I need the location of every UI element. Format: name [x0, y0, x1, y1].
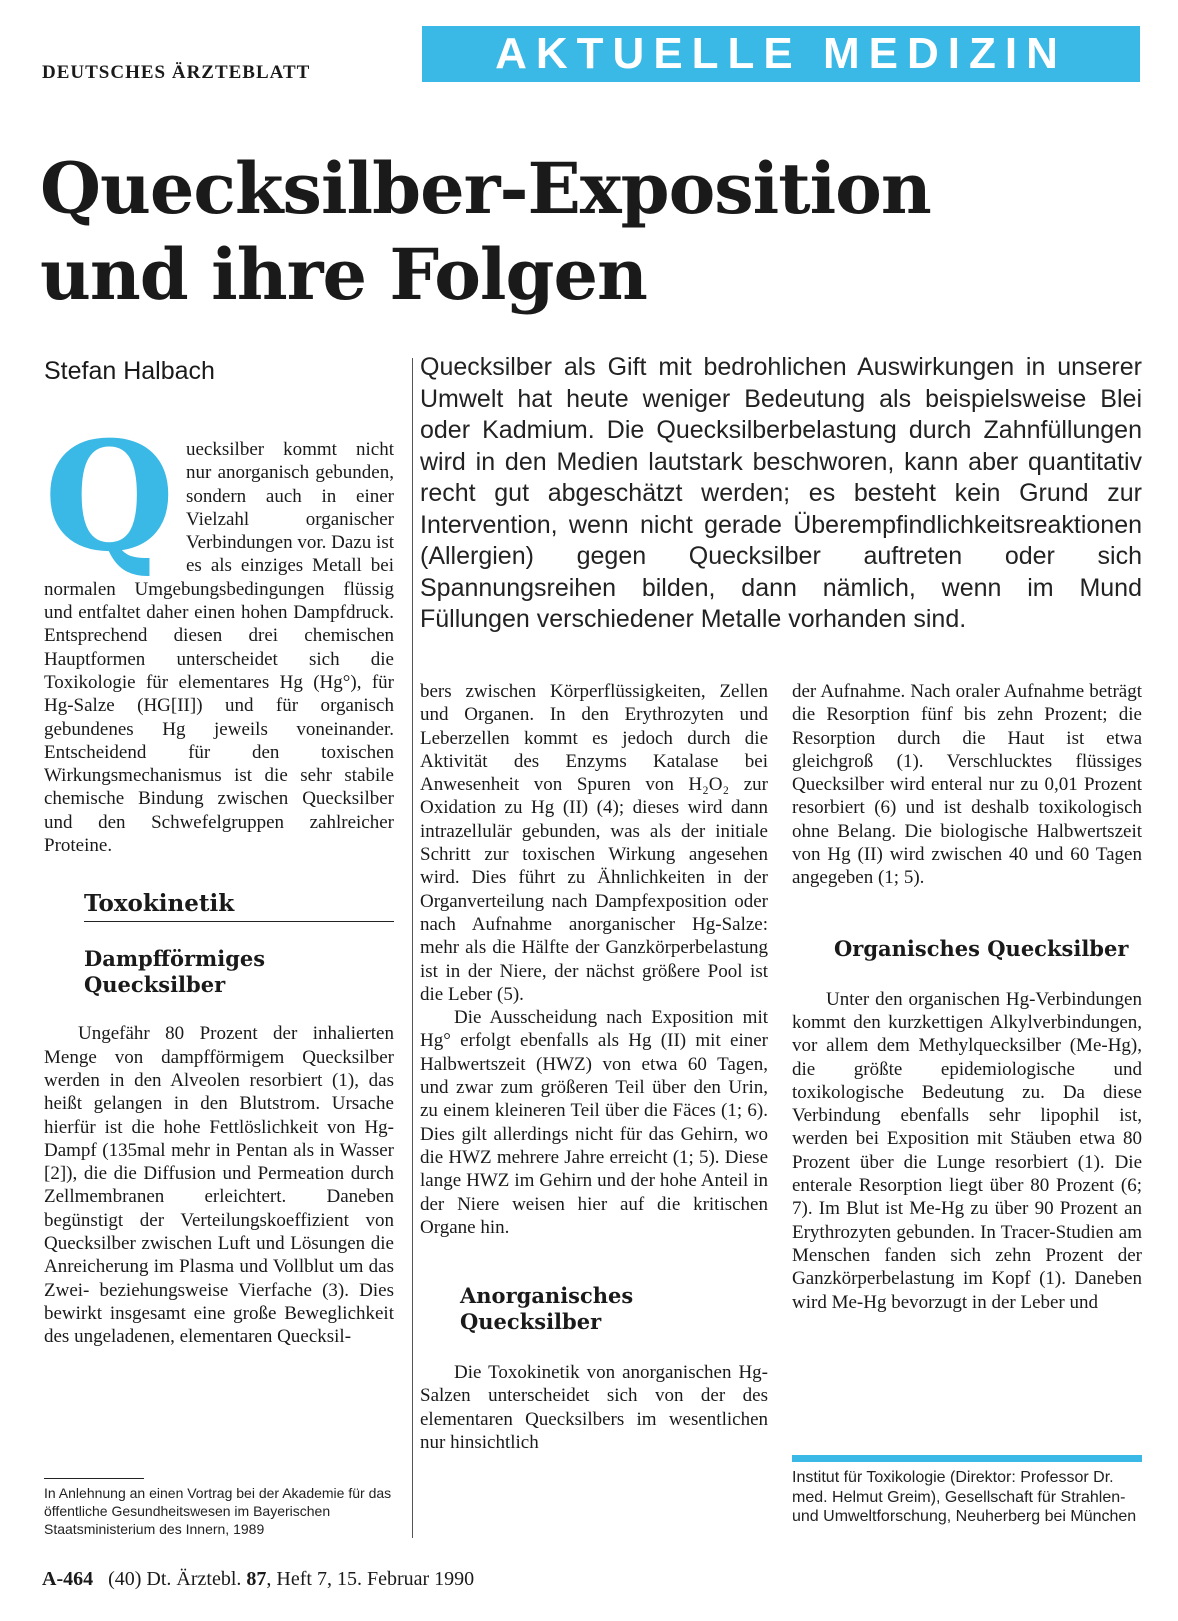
intro-paragraph [44, 409, 394, 857]
citation-suffix: , Heft 7, 15. Februar 1990 [266, 1568, 475, 1590]
heading-toxokinetik: Toxokinetik [84, 891, 394, 922]
drop-cap: Q [44, 409, 175, 585]
heading-dampffoermiges: Dampfförmiges Quecksilber [84, 946, 266, 998]
volume-number: 87 [246, 1568, 267, 1590]
footnote-rule [44, 1478, 144, 1479]
column-3 [792, 680, 1142, 1314]
column-2 [420, 680, 768, 1454]
heading-organisches: Organisches Quecksilber [834, 935, 1129, 961]
page-footer [42, 1568, 474, 1591]
column-divider [412, 358, 413, 1538]
section-banner: AKTUELLE MEDIZIN [422, 26, 1140, 82]
page-number: A-464 [42, 1568, 94, 1590]
article-title [40, 146, 1040, 318]
heading-anorganisches: Anorganisches Quecksilber [460, 1283, 634, 1335]
title-line-2: und ihre Folgen [40, 233, 647, 316]
institute-affiliation: Institut für Toxikologie (Direktor: Professor Dr. med. Helmut Greim), Gesellschaft für Strahlen- und Umweltforschung, Neuherberg bei München [792, 1469, 1137, 1525]
lead-paragraph: Quecksilber als Gift mit bedrohlichen Auswirkungen in unserer Umwelt hat heute weniger Bedeutung als beispielsweise Blei oder Kadmium. Die Quecksilberbelastung durch Zahnfüllungen wird in den Medien lautstark beschworen, kann aber quantitativ recht gut abgeschätzt werden; es besteht kein Grund zur Intervention, wenn nicht gerade Überempfindlichkeitsreaktionen (Allergien) gegen Quecksilber auftreten oder sich Spannungsreihen bilden, dann nämlich, wenn im Mund Füllungen verschiedener Metalle vorhanden sind. [420, 353, 1142, 633]
dampf-paragraph: Ungefähr 80 Prozent der inhalierten Menge von dampfförmigem Quecksilber werden in den Alveolen resorbiert (1), das heißt gelangen in den Blutstrom. Ursache hierfür ist die hohe Fettlöslichkeit von Hg-Dampf (135mal mehr in Pentan als in Wasser [2]), die die Diffusion und Permeation durch Zellmembranen erleichtert. Daneben begünstigt der Verteilungskoeffizient von Quecksilber zwischen Luft und Lösungen die Anreicherung im Plasma und Vollblut um das Zwei- beziehungsweise Vierfache (3). Dies bewirkt insgesamt eine große Beweglichkeit des ungeladenen, elementaren Quecksil- [44, 1023, 394, 1348]
author-name: Stefan Halbach [44, 357, 215, 385]
citation-prefix: (40) Dt. Ärztebl. [108, 1568, 242, 1590]
anorg-paragraph: Die Toxokinetik von anorganischen Hg-Salzen unterscheidet sich von der des elementaren Quecksilbers im wesentlichen nur hinsichtlich [420, 1362, 768, 1454]
col2-paragraph-2: Die Ausscheidung nach Exposition mit Hg° erfolgt ebenfalls als Hg (II) mit einer Halbwertszeit (HWZ) von etwa 60 Tagen, und zwar zum größeren Teil über den Urin, zu einem kleineren Teil über die Fäces (1; 6). Dies gilt allerdings nicht für das Gehirn, wo die HWZ mehrere Jahre erreicht (1; 5). Diese lange HWZ im Gehirn und der hohe Anteil in der Niere weisen hier auf die kritischen Organe hin. [420, 1007, 768, 1238]
col3-paragraph-1: der Aufnahme. Nach oraler Aufnahme beträgt die Resorption fünf bis zehn Prozent; die Resorption durch die Haut ist etwa gleichgroß (1). Verschlucktes flüssiges Quecksilber wird enteral nur zu 0,01 Prozent resorbiert (6) und ist deshalb toxikologisch ohne Belang. Die biologische Halbwertszeit von Hg (II) wird zwischen 40 und 60 Tagen angegeben (1; 5). [792, 681, 1142, 889]
col2-paragraph-1: bers zwischen Körperflüssigkeiten, Zellen und Organen. In den Erythrozyten und Leberzellen kommt es jedoch durch die Aktivität des Enzyms Katalase bei Anwesenheit von Spuren von H₂O₂ zur Oxidation zu Hg (II) (4); dieses wird dann intrazellulär gebunden, was als der initiale Schritt zur toxischen Wirkung angesehen wird. Dies führt zu Ähnlichkeiten in der Organverteilung nach Dampfexposition oder nach Aufnahme anorganischer Hg-Salze: mehr als die Hälfte der Ganzkörperbelastung ist in der Niere, der nächst größere Pool ist die Leber (5). [420, 681, 768, 1005]
column-1 [44, 409, 394, 1349]
title-line-1: Quecksilber-Exposition [40, 147, 931, 230]
institute-rule [792, 1455, 1142, 1462]
footnote: In Anlehnung an einen Vortrag bei der Akademie für das öffentliche Gesundheitswesen im Bayerischen Staatsministerium des Innern, 1989 [44, 1485, 392, 1537]
intro-text: uecksilber kommt nicht nur anorganisch gebunden, sondern auch in einer Vielzahl organischer Verbindungen vor. Dazu ist es als einziges Metall bei normalen Umgebungsbedingungen flüssig und entfaltet daher einen hohen Dampfdruck. Entsprechend diesen drei chemischen Hauptformen unterscheidet sich die Toxikologie für elementares Hg (Hg°), für Hg-Salze (HG[II]) und für organisch gebundenes Hg jeweils voneinander. Entscheidend für den toxischen Wirkungsmechanismus ist die sehr stabile chemische Bindung zwischen Quecksilber und den Schwefelgruppen zahlreicher Proteine. [44, 439, 394, 857]
org-paragraph: Unter den organischen Hg-Verbindungen kommt den kurzkettigen Alkylverbindungen, vor allem dem Methylquecksilber (Me-Hg), die größte epidemiologische und toxikologische Bedeutung zu. Da diese Verbindung ebenfalls sehr lipophil ist, werden bei Exposition mit Stäuben etwa 80 Prozent über die Lunge resorbiert (1). Die enterale Resorption liegt über 80 Prozent (6; 7). Im Blut ist Me-Hg zu über 90 Prozent an Erythrozyten gebunden. In Tracer-Studien am Menschen fanden sich zehn Prozent der Ganzkörperbelastung im Kopf (1). Daneben wird Me-Hg bevorzugt in der Leber und [792, 988, 1142, 1313]
journal-name: DEUTSCHES ÄRZTEBLATT [42, 62, 311, 83]
